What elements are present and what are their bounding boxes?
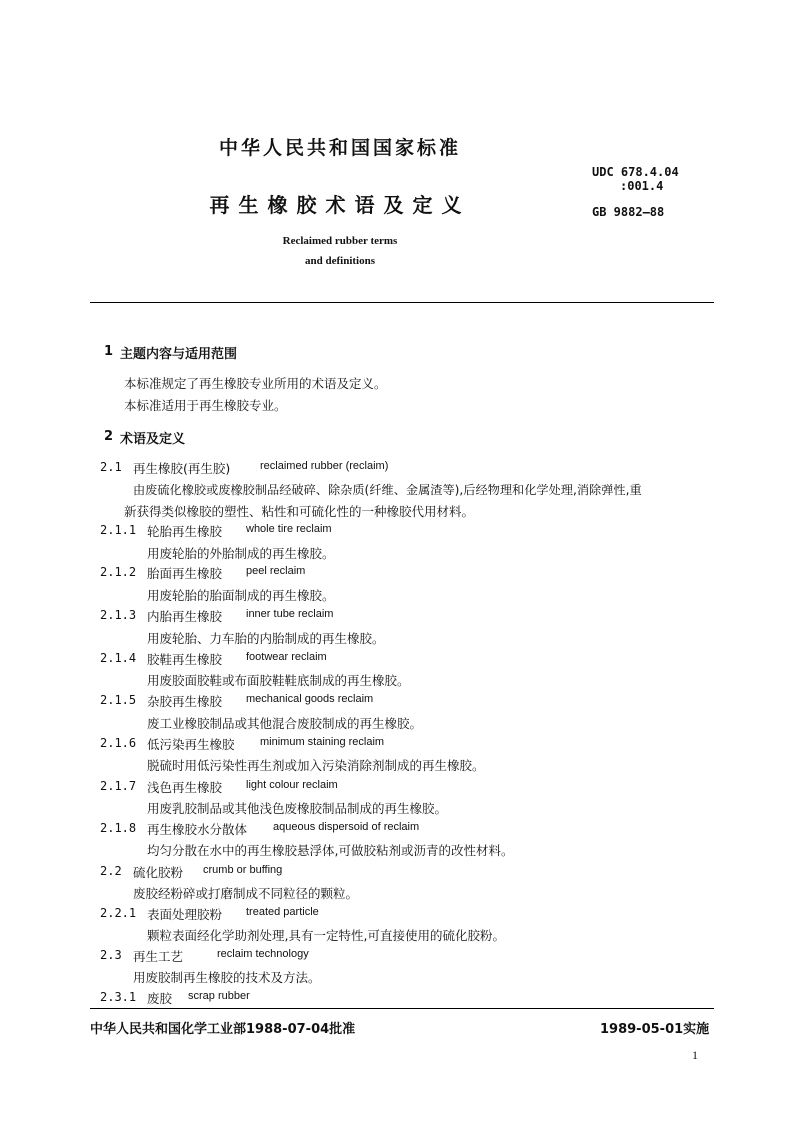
- term-english: peel reclaim: [246, 565, 306, 577]
- term-chinese: 低污染再生橡胶: [147, 737, 235, 752]
- term-chinese: 废胶: [147, 991, 173, 1006]
- term-number: 2.1.3: [100, 608, 137, 622]
- term-definition: 脱硫时用低污染性再生剂或加入污染消除剂制成的再生橡胶。: [147, 758, 485, 773]
- term-number: 2.1.6: [100, 736, 137, 750]
- term-definition: 用废胶制再生橡胶的技术及方法。: [133, 970, 321, 985]
- page-number: 1: [692, 1048, 698, 1062]
- term-definition: 用废轮胎的外胎制成的再生橡胶。: [147, 546, 335, 561]
- term-definition: 废胶经粉碎或打磨制成不同粒径的颗粒。: [133, 886, 359, 901]
- term-english: reclaimed rubber (reclaim): [260, 460, 389, 472]
- term-definition: 新获得类似橡胶的塑性、粘性和可硫化性的一种橡胶代用材料。: [124, 504, 475, 519]
- term-definition: 颗粒表面经化学助剂处理,具有一定特性,可直接使用的硫化胶粉。: [147, 928, 505, 943]
- term-definition: 由废硫化橡胶或废橡胶制品经破碎、除杂质(纤维、金属渣等),后经物理和化学处理,消除弹性,重: [133, 483, 642, 497]
- term-number: 2.2: [100, 864, 122, 878]
- term-english: inner tube reclaim: [246, 608, 334, 620]
- footer-rule: [90, 1008, 714, 1009]
- section-1-title: 主题内容与适用范围: [120, 347, 238, 362]
- english-title-line2: and definitions: [305, 255, 375, 267]
- term-number: 2.1.8: [100, 821, 137, 835]
- section-2-number: 2: [104, 429, 114, 444]
- term-english: treated particle: [246, 906, 319, 918]
- standard-title: 中华人民共和国国家标准: [218, 137, 461, 159]
- term-english: footwear reclaim: [246, 651, 327, 663]
- term-english: crumb or buffing: [203, 864, 283, 876]
- term-number: 2.1.2: [100, 565, 137, 579]
- term-chinese: 表面处理胶粉: [147, 907, 223, 922]
- approval-statement: 中华人民共和国化学工业部1988-07-04批准: [90, 1022, 356, 1037]
- term-number: 2.3.1: [100, 990, 137, 1004]
- term-english: whole tire reclaim: [246, 523, 332, 535]
- document-title: 再生橡胶术语及定义: [209, 193, 471, 217]
- term-definition: 用废轮胎的胎面制成的再生橡胶。: [147, 588, 335, 603]
- term-definition: 用废乳胶制品或其他浅色废橡胶制品制成的再生橡胶。: [147, 801, 448, 816]
- term-number: 2.3: [100, 948, 122, 962]
- term-number: 2.1.4: [100, 651, 137, 665]
- term-definition: 用废胶面胶鞋或布面胶鞋鞋底制成的再生橡胶。: [147, 673, 410, 688]
- term-chinese: 杂胶再生橡胶: [147, 694, 223, 709]
- term-chinese: 浅色再生橡胶: [147, 780, 223, 795]
- term-english: minimum staining reclaim: [260, 736, 385, 748]
- term-definition: 用废轮胎、力车胎的内胎制成的再生橡胶。: [147, 631, 385, 646]
- section-1-number: 1: [104, 344, 114, 359]
- english-title-line1: Reclaimed rubber terms: [282, 235, 398, 247]
- udc-code-suffix: :001.4: [620, 179, 664, 193]
- section-2-title: 术语及定义: [120, 432, 186, 447]
- term-chinese: 再生橡胶水分散体: [147, 822, 248, 837]
- term-english: mechanical goods reclaim: [246, 693, 374, 705]
- term-english: light colour reclaim: [246, 779, 338, 791]
- term-chinese: 硫化胶粉: [133, 865, 184, 880]
- term-chinese: 再生橡胶(再生胶): [133, 461, 231, 476]
- udc-code: UDC 678.4.04: [592, 165, 679, 179]
- term-number: 2.1.7: [100, 779, 137, 793]
- term-number: 2.1.5: [100, 693, 137, 707]
- term-english: reclaim technology: [217, 948, 309, 960]
- term-definition: 均匀分散在水中的再生橡胶悬浮体,可做胶粘剂或沥青的改性材料。: [147, 843, 514, 858]
- term-chinese: 轮胎再生橡胶: [147, 524, 223, 539]
- term-english: scrap rubber: [188, 990, 250, 1002]
- section-1-line: 本标准规定了再生橡胶专业所用的术语及定义。: [124, 376, 387, 391]
- term-chinese: 胶鞋再生橡胶: [147, 652, 223, 667]
- section-1-line: 本标准适用于再生橡胶专业。: [124, 398, 287, 413]
- term-english: aqueous dispersoid of reclaim: [273, 821, 420, 833]
- header-rule: [90, 302, 714, 303]
- term-chinese: 胎面再生橡胶: [147, 566, 223, 581]
- term-number: 2.1: [100, 460, 122, 474]
- term-definition: 废工业橡胶制品或其他混合废胶制成的再生橡胶。: [147, 716, 423, 731]
- term-number: 2.1.1: [100, 523, 137, 537]
- term-number: 2.2.1: [100, 906, 137, 920]
- gb-code: GB 9882—88: [592, 205, 665, 219]
- implementation-date: 1989-05-01实施: [600, 1022, 710, 1037]
- term-chinese: 再生工艺: [133, 949, 184, 964]
- term-chinese: 内胎再生橡胶: [147, 609, 223, 624]
